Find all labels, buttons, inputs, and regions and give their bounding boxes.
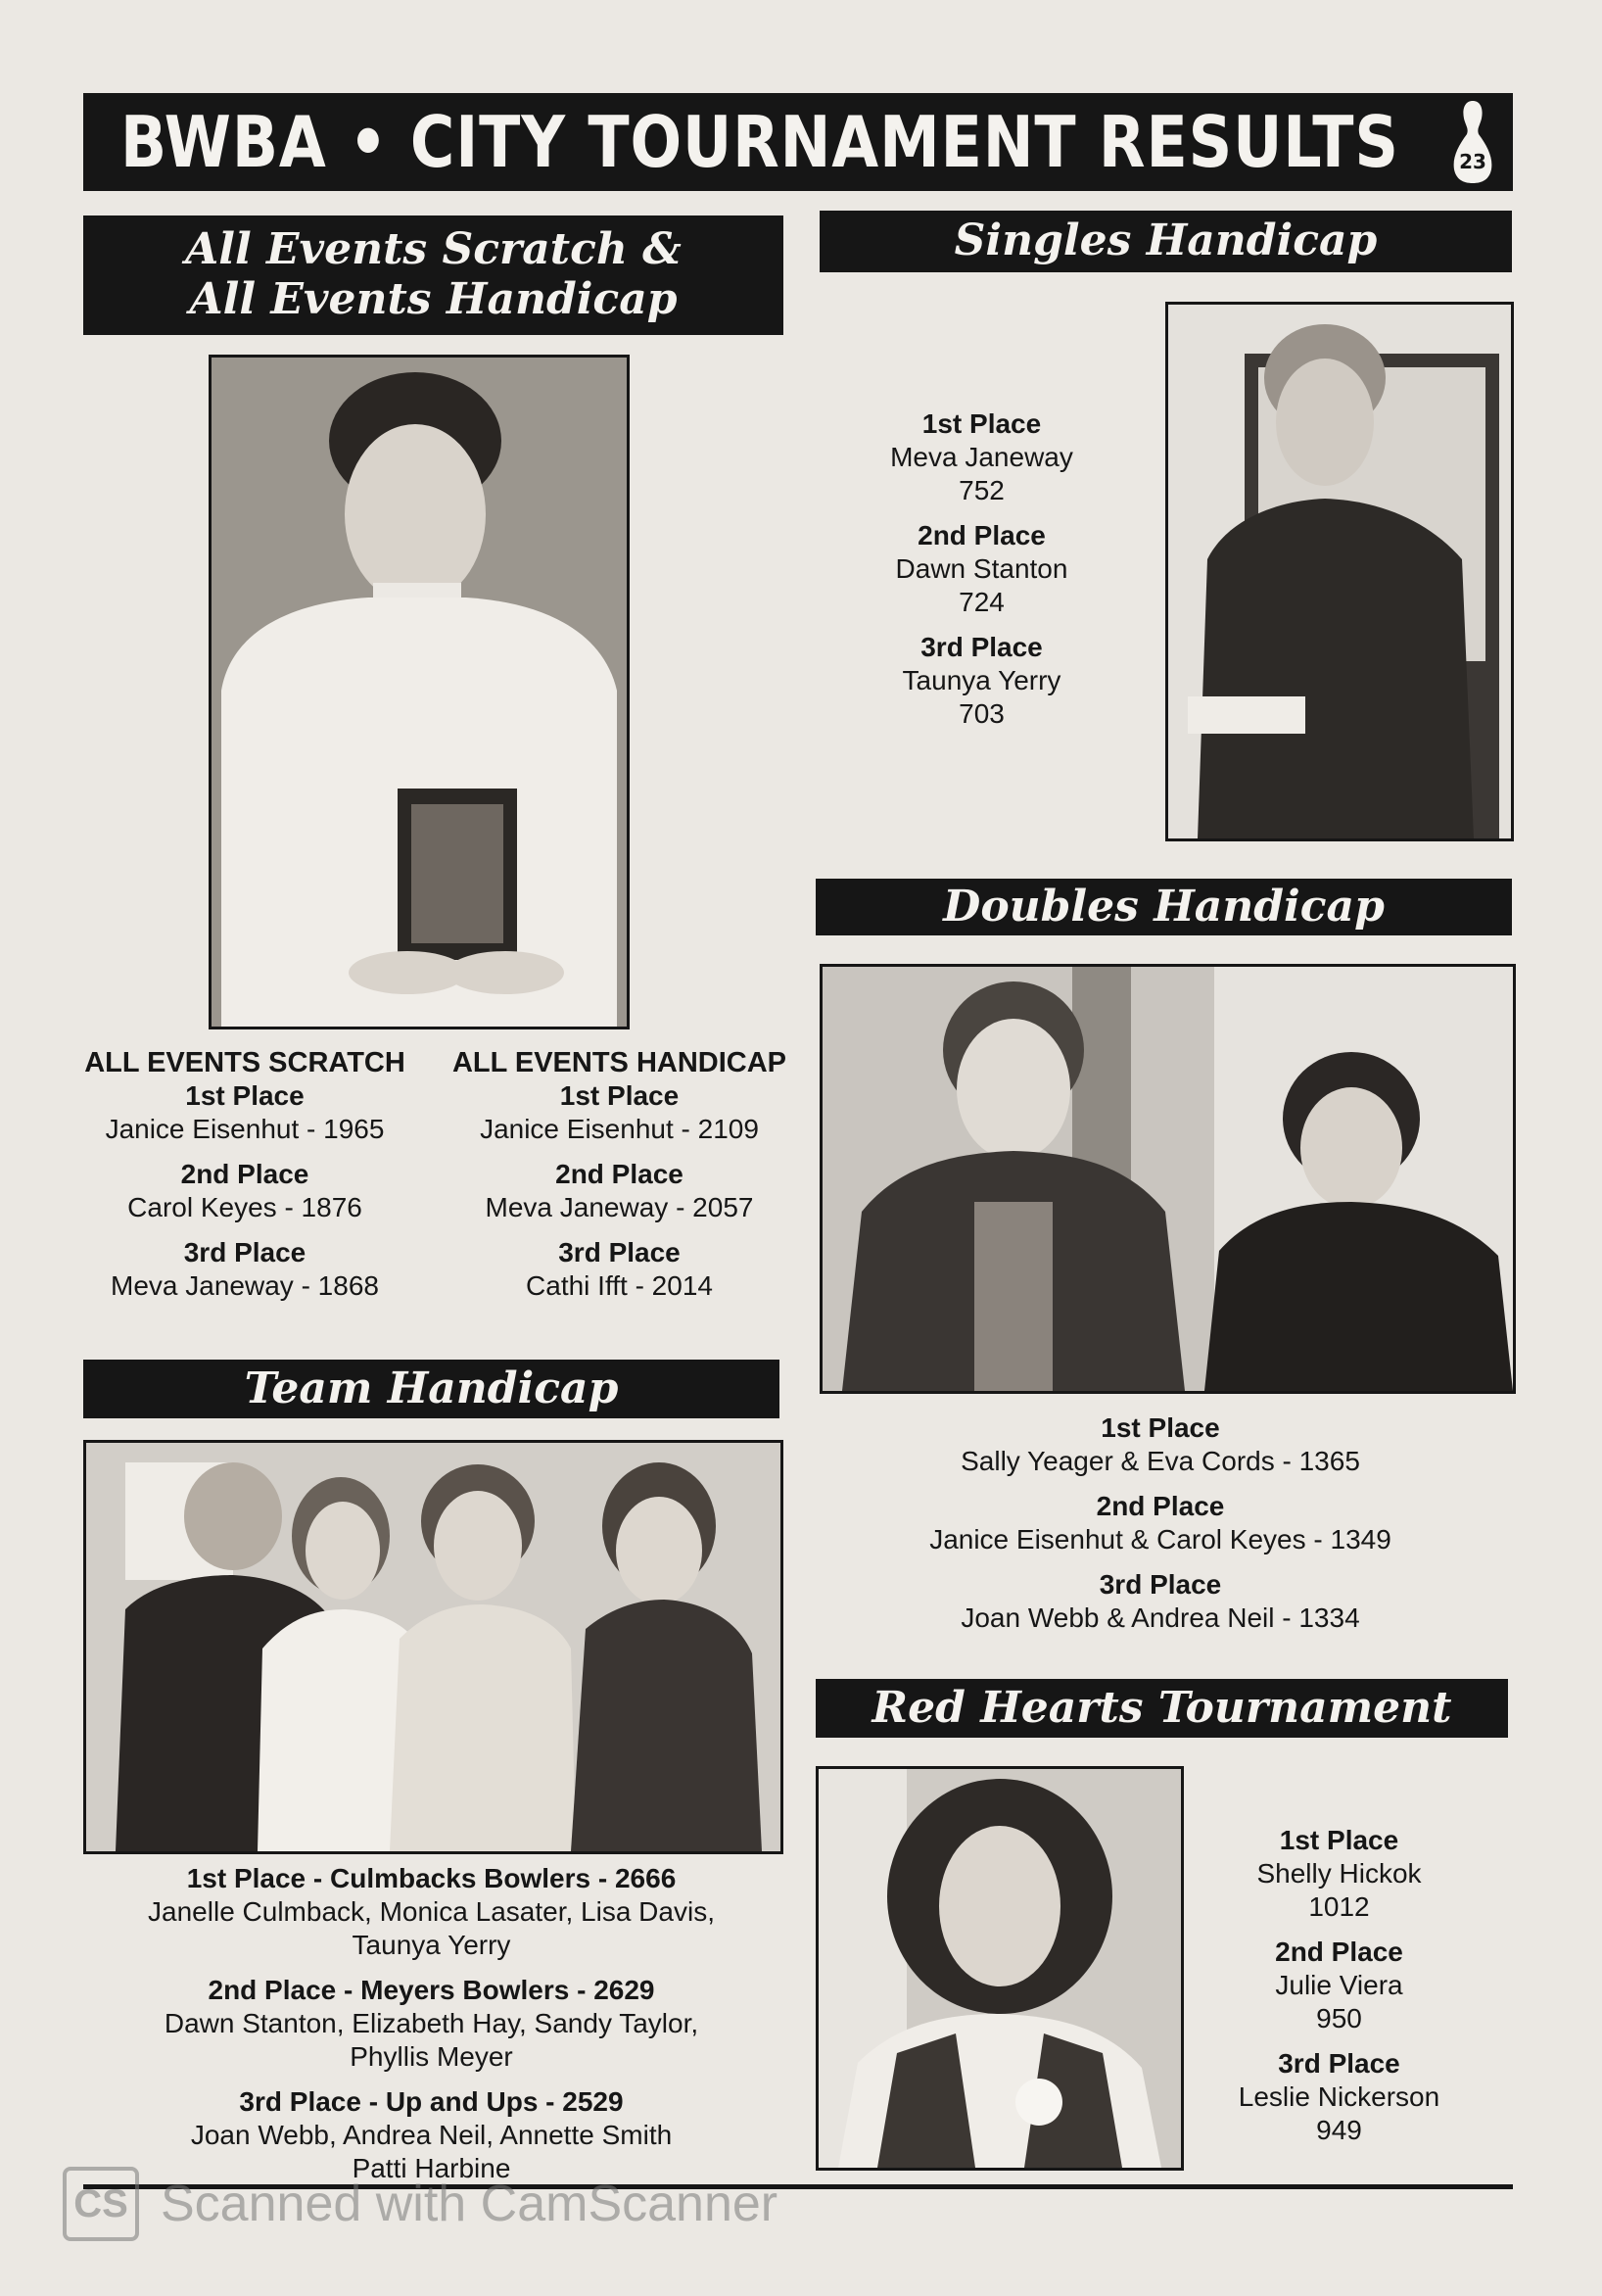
page-title: BWBA • CITY TOURNAMENT RESULTS xyxy=(120,101,1399,183)
result-entry: Meva Janeway - 1868 xyxy=(111,1270,379,1301)
winner-score: 949 xyxy=(1316,2115,1362,2145)
team-place-line: 3rd Place - Up and Ups - 2529 xyxy=(239,2086,624,2117)
place-label: 3rd Place xyxy=(1099,1569,1222,1600)
winner-name: Dawn Stanton xyxy=(895,553,1068,584)
doubles-winners-photo xyxy=(820,964,1516,1394)
place-label: 3rd Place xyxy=(1278,2048,1400,2079)
all-events-winner-photo xyxy=(209,355,630,1029)
winner-score: 752 xyxy=(959,475,1005,505)
result-entry: Joan Webb & Andrea Neil - 1334 xyxy=(961,1602,1360,1633)
team-members: Patti Harbine xyxy=(352,2153,511,2183)
team-handicap-header xyxy=(83,1360,779,1418)
place-label: 2nd Place xyxy=(1275,1937,1403,1967)
red-hearts-header xyxy=(816,1679,1508,1738)
header-banner xyxy=(83,93,1513,191)
place-label: 2nd Place xyxy=(1096,1491,1225,1521)
all-events-title-line1: All Events Scratch & xyxy=(185,224,682,275)
doubles-handicap-results xyxy=(837,1411,1484,1635)
singles-handicap-title: Singles Handicap xyxy=(954,215,1378,266)
singles-handicap-results xyxy=(852,407,1111,731)
result-entry: Janice Eisenhut - 2109 xyxy=(480,1114,759,1144)
team-members: Phyllis Meyer xyxy=(350,2041,513,2072)
red-hearts-title: Red Hearts Tournament xyxy=(872,1682,1452,1733)
camscanner-logo-icon: CS xyxy=(63,2167,139,2241)
place-label: 1st Place xyxy=(1101,1412,1220,1443)
place-label: 1st Place xyxy=(1279,1825,1399,1855)
result-entry: Cathi Ifft - 2014 xyxy=(526,1270,713,1301)
scanner-watermark xyxy=(63,2167,777,2241)
team-members: Taunya Yerry xyxy=(352,1930,511,1960)
place-label: 3rd Place xyxy=(920,632,1043,662)
team-place-line: 1st Place - Culmbacks Bowlers - 2666 xyxy=(186,1863,677,1893)
team-members: Dawn Stanton, Elizabeth Hay, Sandy Taylor, xyxy=(164,2008,699,2038)
place-label: 1st Place xyxy=(921,408,1042,439)
winner-name: Leslie Nickerson xyxy=(1238,2081,1440,2112)
winner-score: 724 xyxy=(959,587,1005,617)
place-label: 2nd Place xyxy=(180,1159,309,1189)
place-label: 2nd Place xyxy=(918,520,1046,550)
result-entry: Meva Janeway - 2057 xyxy=(485,1192,754,1222)
page-number: 23 xyxy=(1459,150,1486,173)
all-events-handicap-heading: ALL EVENTS HANDICAP xyxy=(451,1047,787,1078)
singles-winner-photo xyxy=(1165,302,1514,841)
winner-name: Meva Janeway xyxy=(890,442,1073,472)
all-events-title-line2: All Events Handicap xyxy=(189,274,678,324)
doubles-handicap-header xyxy=(816,879,1512,935)
team-members: Joan Webb, Andrea Neil, Annette Smith xyxy=(190,2120,673,2150)
watermark-text: Scanned with CamScanner xyxy=(161,2176,778,2232)
winner-name: Taunya Yerry xyxy=(902,665,1061,695)
winner-name: Julie Viera xyxy=(1275,1970,1403,2000)
winner-score: 703 xyxy=(959,698,1005,729)
place-label: 2nd Place xyxy=(555,1159,683,1189)
result-entry: Carol Keyes - 1876 xyxy=(127,1192,362,1222)
team-place-line: 2nd Place - Meyers Bowlers - 2629 xyxy=(208,1975,655,2005)
all-events-scratch-heading: ALL EVENTS SCRATCH xyxy=(84,1047,405,1078)
winner-score: 950 xyxy=(1316,2003,1362,2033)
red-hearts-results xyxy=(1200,1824,1479,2147)
result-entry: Janice Eisenhut - 1965 xyxy=(105,1114,385,1144)
singles-handicap-header xyxy=(820,211,1512,272)
team-winners-photo xyxy=(83,1440,783,1854)
all-events-header xyxy=(83,215,783,335)
team-handicap-results xyxy=(83,1862,779,2185)
doubles-handicap-title: Doubles Handicap xyxy=(943,881,1385,932)
all-events-scratch-results xyxy=(73,1046,416,1303)
team-handicap-title: Team Handicap xyxy=(244,1363,619,1413)
place-label: 3rd Place xyxy=(183,1237,306,1268)
place-label: 1st Place xyxy=(559,1080,680,1111)
all-events-handicap-results xyxy=(446,1046,793,1303)
red-hearts-winner-photo xyxy=(816,1766,1184,2171)
winner-name: Shelly Hickok xyxy=(1256,1858,1422,1889)
place-label: 3rd Place xyxy=(558,1237,681,1268)
result-entry: Janice Eisenhut & Carol Keyes - 1349 xyxy=(929,1524,1391,1555)
result-entry: Sally Yeager & Eva Cords - 1365 xyxy=(961,1446,1360,1476)
place-label: 1st Place xyxy=(185,1080,305,1111)
team-members: Janelle Culmback, Monica Lasater, Lisa Davis, xyxy=(148,1896,715,1927)
winner-score: 1012 xyxy=(1308,1891,1370,1922)
bowling-pin-icon xyxy=(1446,99,1499,185)
